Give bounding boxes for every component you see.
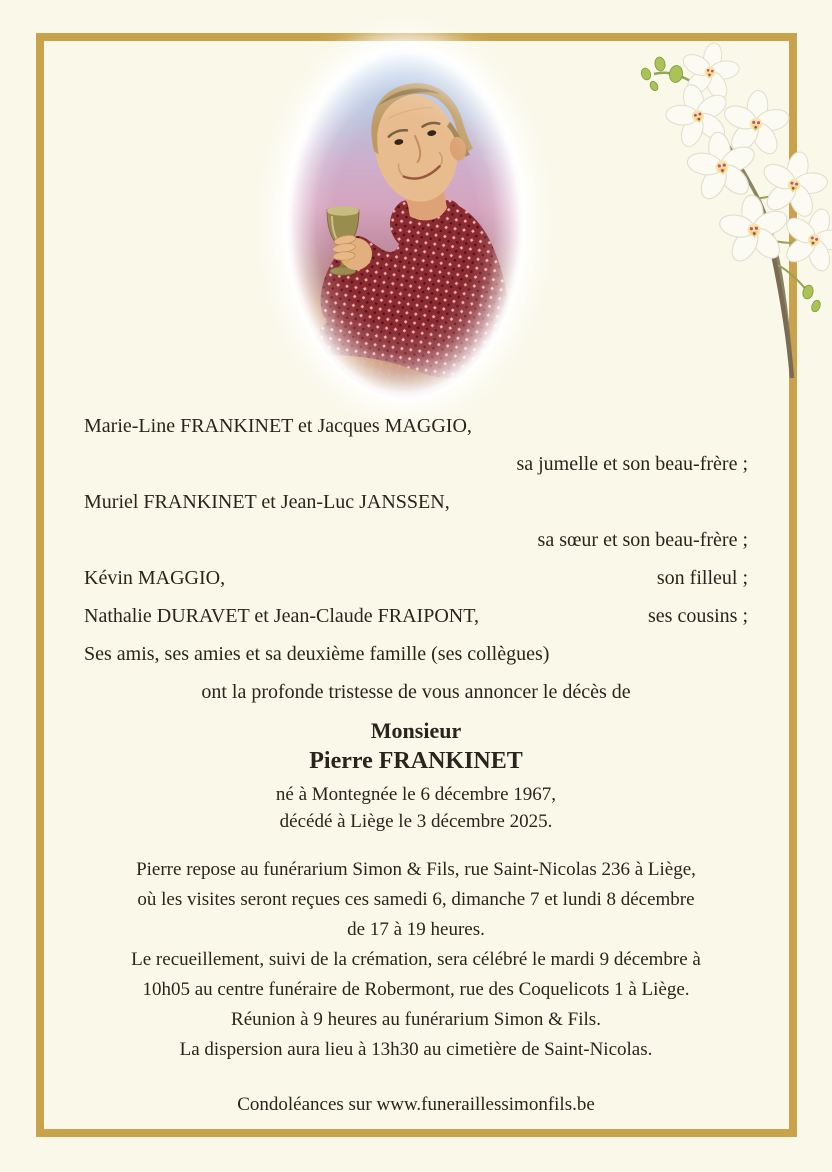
relative-names: Nathalie DURAVET et Jean-Claude FRAIPONT, <box>84 605 479 627</box>
announcement-line: ont la profonde tristesse de vous annoncer le décès de <box>201 681 631 703</box>
ceremony-line: 10h05 au centre funéraire de Robermont, rue des Coquelicots 1 à Liège. <box>142 979 690 1000</box>
condolences-line: Condoléances sur www.funeraillessimonfils.be <box>237 1094 595 1115</box>
deceased-portrait-photo <box>287 48 523 398</box>
family-line <box>84 635 748 673</box>
orchid-decoration <box>618 30 832 380</box>
ceremony-line: Le recueillement, suivi de la crémation, sera célébré le mardi 9 décembre à <box>131 949 701 970</box>
relationship-label: ses cousins ; <box>648 605 748 627</box>
relationship-label: sa jumelle et son beau-frère ; <box>516 453 748 475</box>
ceremony-line: Réunion à 9 heures au funérarium Simon & Fils. <box>231 1009 601 1030</box>
relative-names: Kévin MAGGIO, <box>84 567 226 589</box>
deceased-identity <box>84 716 748 835</box>
family-announcement-list <box>84 407 748 711</box>
ceremony-line: où les visites seront reçues ces samedi 6, dimanche 7 et lundi 8 décembre <box>137 889 695 910</box>
family-line <box>84 597 748 635</box>
relative-names: Muriel FRANKINET et Jean-Luc JANSSEN, <box>84 491 450 513</box>
relationship-label: son filleul ; <box>656 567 748 589</box>
ceremony-details <box>84 855 748 1065</box>
family-line <box>84 521 748 559</box>
ceremony-line: Pierre repose au funérarium Simon & Fils, rue Saint-Nicolas 236 à Liège, <box>136 859 696 880</box>
family-line <box>84 483 748 521</box>
ceremony-line: de 17 à 19 heures. <box>347 919 485 940</box>
family-line <box>84 407 748 445</box>
deceased-title: Monsieur <box>370 718 462 743</box>
death-line: décédé à Liège le 3 décembre 2025. <box>279 811 553 832</box>
portrait-oval <box>287 48 523 398</box>
ceremony-line: La dispersion aura lieu à 13h30 au cimetière de Saint-Nicolas. <box>179 1039 653 1060</box>
relative-names: Marie-Line FRANKINET et Jacques MAGGIO, <box>84 415 472 437</box>
relationship-label: sa sœur et son beau-frère ; <box>537 529 748 551</box>
relative-names: Ses amis, ses amies et sa deuxième famille (ses collègues) <box>84 643 550 665</box>
deceased-name: Pierre FRANKINET <box>309 748 523 774</box>
family-line <box>84 445 748 483</box>
birth-line: né à Montegnée le 6 décembre 1967, <box>275 784 557 805</box>
head <box>363 75 484 228</box>
family-line <box>84 559 748 597</box>
portrait-illustration <box>287 48 523 398</box>
